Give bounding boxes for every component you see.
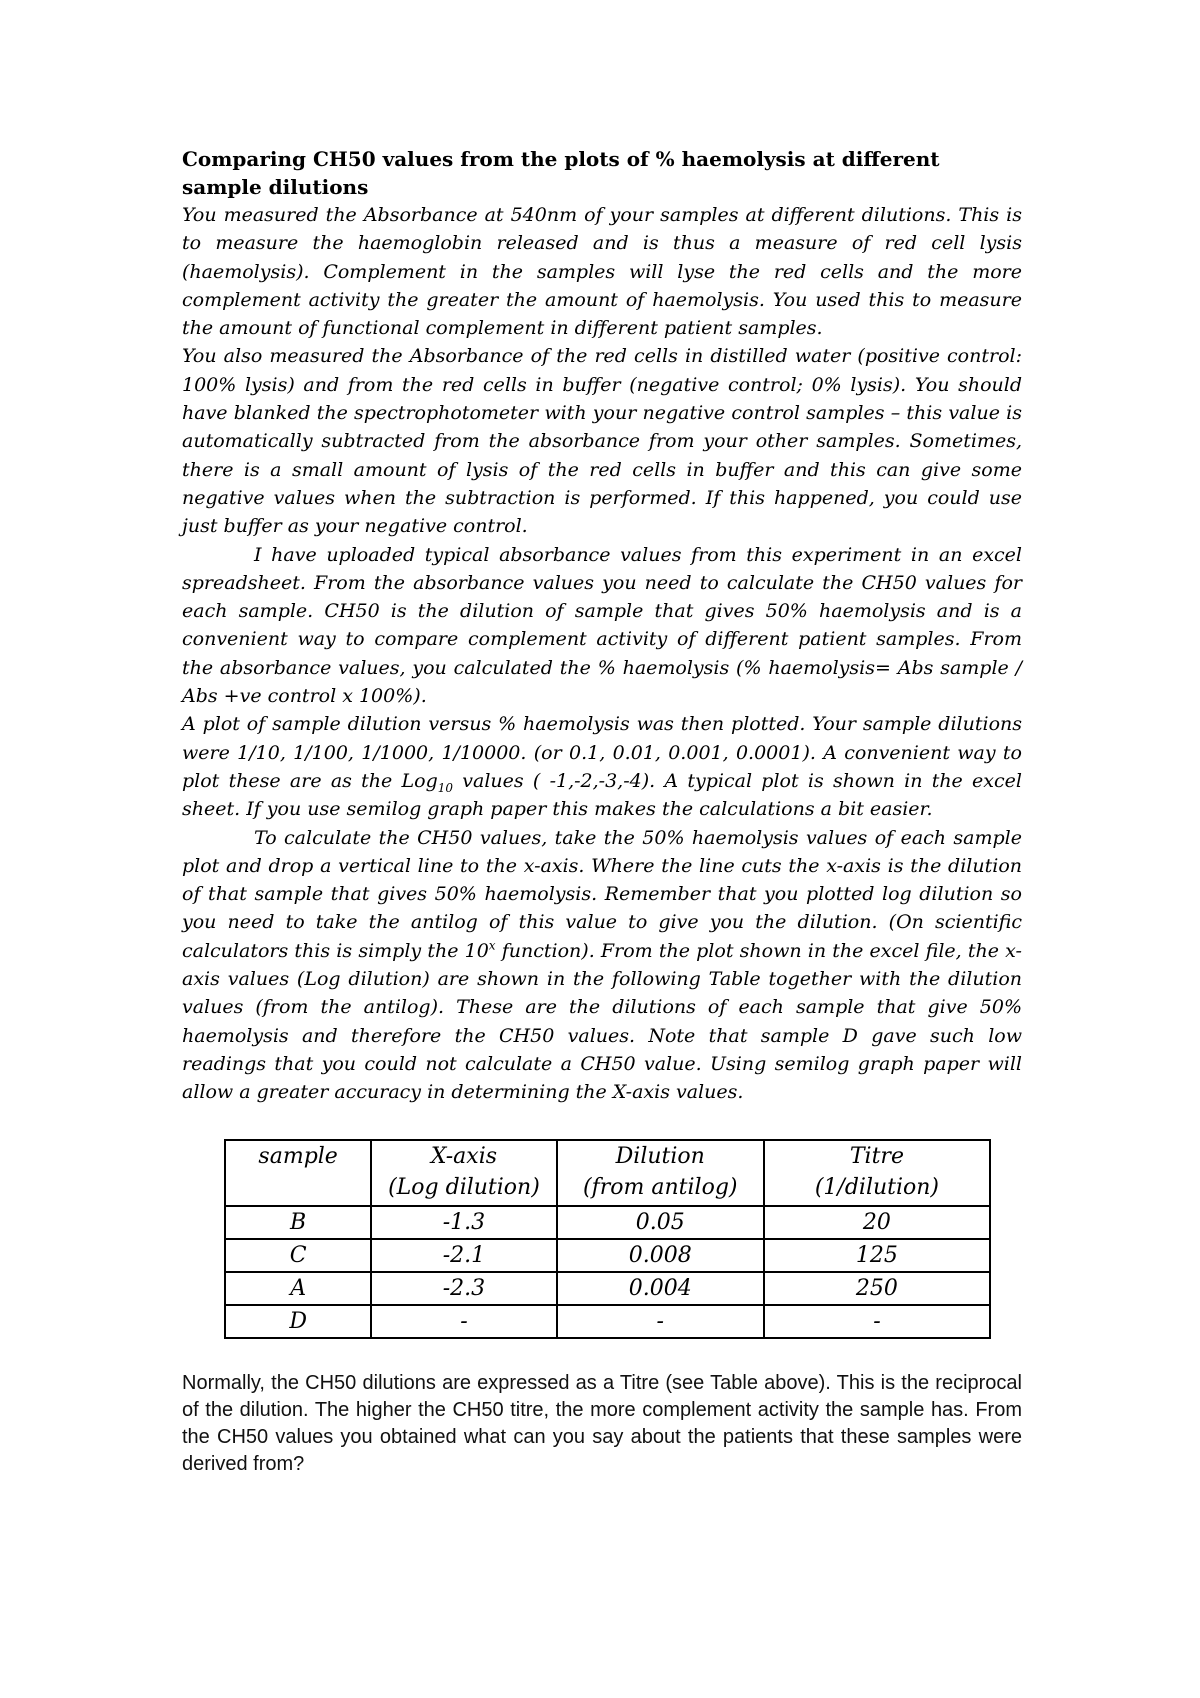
header-sample	[225, 1140, 371, 1206]
cell-titre: 20	[764, 1206, 990, 1239]
cell-dilution: 0.004	[557, 1272, 764, 1305]
closing-paragraph: Normally, the CH50 dilutions are expressed as a Titre (see Table above). This is the reciprocal of the dilution. The higher the CH50 titre, the more complement activity the sample has. From the CH50 values you obtained what can you say about the patients that these samples were derived from?	[182, 1371, 1022, 1475]
cell-log-dilution: -2.1	[371, 1239, 556, 1272]
table-row	[225, 1305, 990, 1338]
cell-sample: B	[225, 1206, 371, 1239]
cell-log-dilution: -	[371, 1305, 556, 1338]
table-header-row	[225, 1140, 990, 1206]
header-x-axis-line2: (Log dilution)	[388, 1174, 540, 1200]
table-row	[225, 1239, 990, 1272]
header-x-axis-line1: X-axis	[430, 1143, 498, 1169]
cell-dilution: 0.008	[557, 1239, 764, 1272]
header-titre	[764, 1140, 990, 1206]
paragraph-calculation-text-b: function). From the plot shown in the excel file, the x-axis values (Log dilution) are shown in the following Table together with the dilution values (from the antilog). These are the dilutions of each sample that give 50% haemolysis and therefore the CH50 values. Note that sample D gave such low readings that you could not calculate a CH50 value. Using semilog graph paper will allow a greater accuracy in determining the X-axis values.	[182, 939, 1022, 1104]
document-body	[182, 145, 1022, 1478]
cell-titre: 125	[764, 1239, 990, 1272]
paragraph-calculation-text-a: To calculate the CH50 values, take the 50% haemolysis values of each sample plot and drop a vertical line to the x-axis. Where the line cuts the x-axis is the dilution of that sample that gives 50% haemolysis. Remember that you plotted log dilution so you need to take the antilog of this value to give you the dilution. (On scientific calculators this is simply the 10	[182, 826, 1022, 962]
paragraph-controls: You also measured the Absorbance of the red cells in distilled water (positive control: 100% lysis) and from the red cells in buffer (negative control; 0% lysis). You should have blanked the spectrophotometer with your negative control samples – this value is automatically subtracted from the absorbance from your other samples. Sometimes, there is a small amount of lysis of the red cells in buffer and this can give some negative values when the subtraction is performed. If this happened, you could use just buffer as your negative control.	[182, 345, 1022, 538]
cell-sample: A	[225, 1272, 371, 1305]
cell-sample: C	[225, 1239, 371, 1272]
header-dilution-line1: Dilution	[615, 1143, 705, 1169]
cell-dilution: -	[557, 1305, 764, 1338]
header-sample-line1: sample	[258, 1143, 338, 1169]
header-dilution	[557, 1140, 764, 1206]
power-superscript: x	[488, 938, 496, 953]
table-row	[225, 1206, 990, 1239]
header-dilution-line2: (from antilog)	[583, 1174, 738, 1200]
paragraph-absorbance: You measured the Absorbance at 540nm of your samples at different dilutions. This is to measure the haemoglobin released and is thus a measure of red cell lysis (haemolysis). Complement in the samples will lyse the red cells and the more complement activity the greater the amount of haemolysis. You used this to measure the amount of functional complement in different patient samples.	[182, 204, 1022, 340]
paragraph-dilution-plot-text-b: values ( -1,-2,-3,-4). A typical plot is shown in the excel sheet. If you use semilog graph paper this makes the calculations a bit easier.	[182, 769, 1022, 821]
paragraph-dilution-plot-text-a: A plot of sample dilution versus % haemolysis was then plotted. Your sample dilutions were 1/10, 1/100, 1/1000, 1/10000. (or 0.1, 0.01, 0.001, 0.0001). A convenient way to plot these are as the Log	[182, 713, 1022, 792]
cell-sample: D	[225, 1305, 371, 1338]
header-x-axis	[371, 1140, 556, 1206]
paragraph-ch50-definition: I have uploaded typical absorbance values from this experiment in an excel spreadsheet. From the absorbance values you need to calculate the CH50 values for each sample. CH50 is the dilution of sample that gives 50% haemolysis and is a convenient way to compare complement activity of different patient samples. From the absorbance values, you calculated the % haemolysis (% haemolysis= Abs sample / Abs +ve control x 100%).	[182, 543, 1022, 708]
paragraph-dilution-plot	[182, 710, 1022, 823]
cell-titre: 250	[764, 1272, 990, 1305]
cell-log-dilution: -2.3	[371, 1272, 556, 1305]
table-row	[225, 1272, 990, 1305]
header-titre-line1: Titre	[849, 1143, 904, 1169]
ch50-table	[224, 1139, 991, 1339]
log-subscript: 10	[437, 780, 454, 795]
cell-titre: -	[764, 1305, 990, 1338]
cell-log-dilution: -1.3	[371, 1206, 556, 1239]
document-title: Comparing CH50 values from the plots of % haemolysis at different sample dilutions	[182, 147, 940, 199]
header-titre-line2: (1/dilution)	[814, 1174, 940, 1200]
paragraph-calculation	[182, 824, 1022, 1107]
cell-dilution: 0.05	[557, 1206, 764, 1239]
